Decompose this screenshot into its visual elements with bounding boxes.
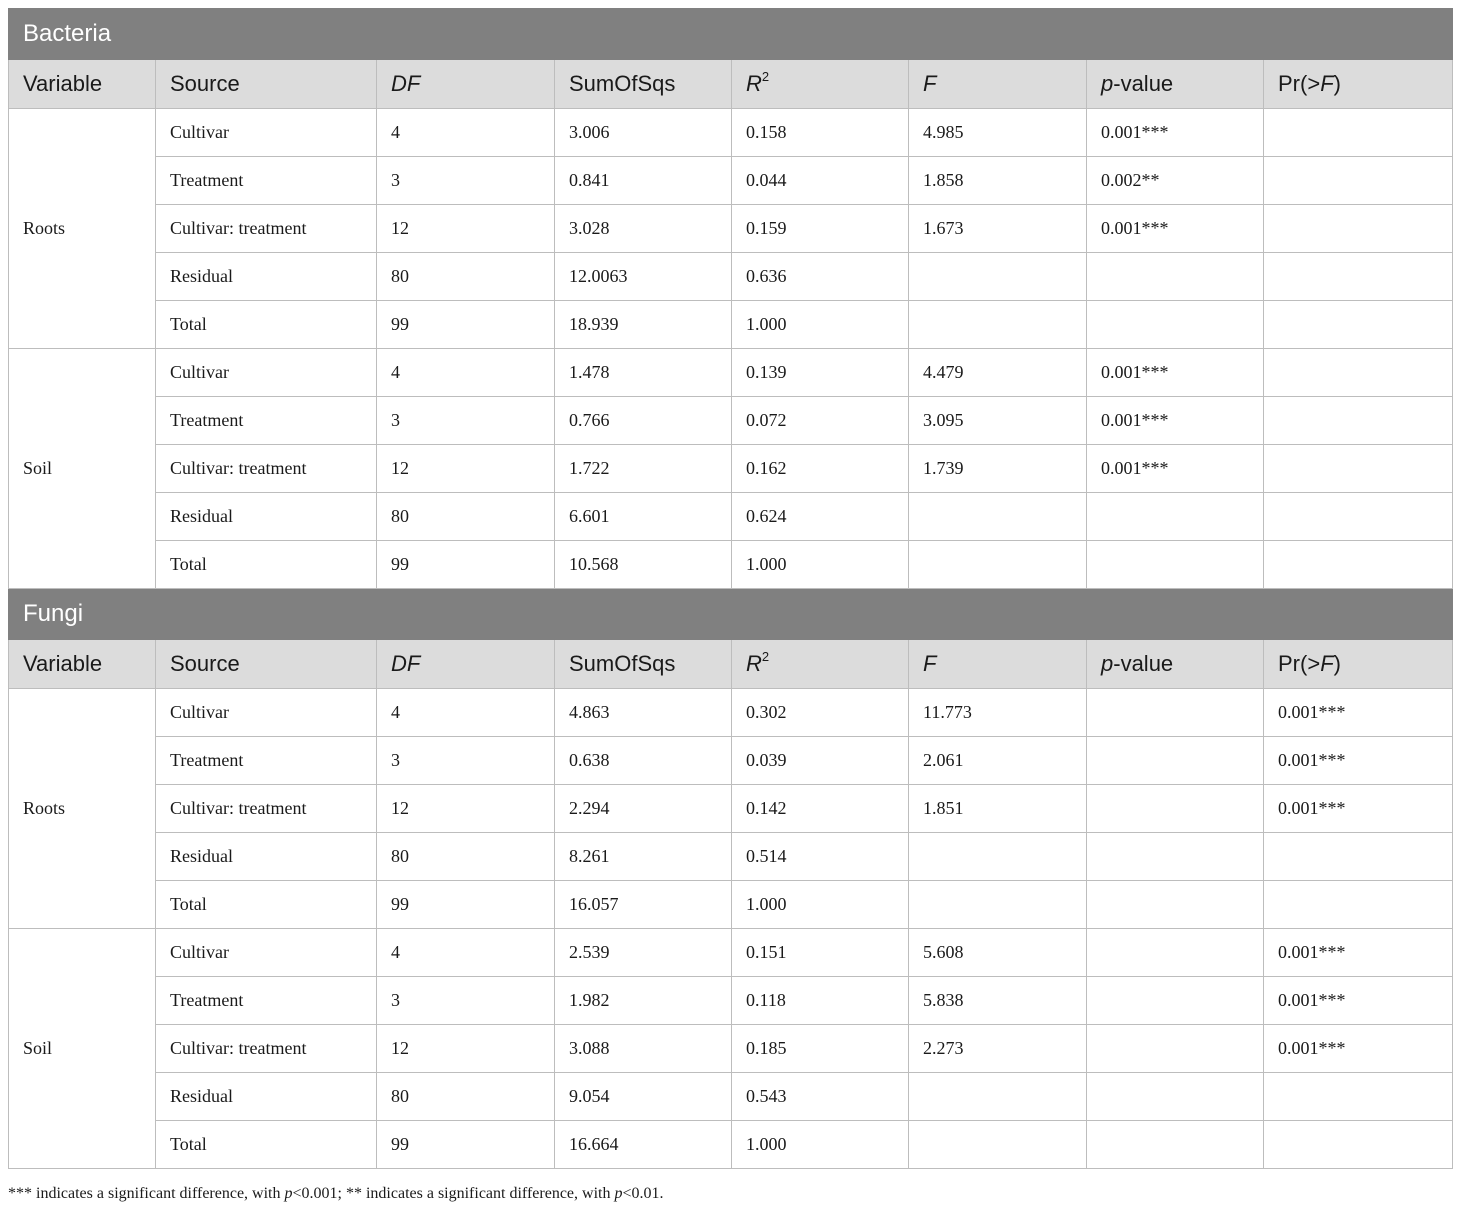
cell-df: 4	[377, 929, 555, 977]
cell-sumofsqs: 2.539	[555, 929, 732, 977]
cell-r2: 0.142	[732, 785, 909, 833]
cell-r2: 0.039	[732, 737, 909, 785]
cell-source: Treatment	[156, 157, 377, 205]
cell-f: 5.608	[909, 929, 1087, 977]
footnote-text-3: <0.01.	[622, 1185, 664, 1202]
table-row	[9, 301, 1453, 349]
cell-source: Cultivar	[156, 349, 377, 397]
column-header-row	[9, 60, 1453, 109]
header-p-rest: -value	[1113, 651, 1174, 676]
cell-prf	[1264, 1073, 1453, 1121]
cell-df: 12	[377, 205, 555, 253]
table-row	[9, 253, 1453, 301]
cell-pvalue	[1087, 881, 1264, 929]
cell-prf	[1264, 349, 1453, 397]
cell-df: 80	[377, 493, 555, 541]
cell-source: Cultivar: treatment	[156, 445, 377, 493]
cell-prf: 0.001***	[1264, 737, 1453, 785]
cell-source: Residual	[156, 493, 377, 541]
cell-source: Total	[156, 541, 377, 589]
cell-prf: 0.001***	[1264, 785, 1453, 833]
cell-source: Residual	[156, 833, 377, 881]
cell-df: 4	[377, 109, 555, 157]
table-row	[9, 1073, 1453, 1121]
cell-sumofsqs: 3.088	[555, 1025, 732, 1073]
cell-source: Cultivar	[156, 689, 377, 737]
cell-pvalue	[1087, 541, 1264, 589]
cell-f: 4.479	[909, 349, 1087, 397]
cell-pvalue	[1087, 1073, 1264, 1121]
cell-prf: 0.001***	[1264, 977, 1453, 1025]
header-r2-sup: 2	[761, 68, 770, 84]
cell-prf: 0.001***	[1264, 1025, 1453, 1073]
cell-pvalue: 0.001***	[1087, 445, 1264, 493]
header-r2	[732, 60, 909, 109]
cell-pvalue: 0.001***	[1087, 109, 1264, 157]
column-header-row	[9, 640, 1453, 689]
cell-pvalue	[1087, 493, 1264, 541]
cell-sumofsqs: 2.294	[555, 785, 732, 833]
header-prf-post: )	[1333, 71, 1341, 96]
cell-pvalue	[1087, 689, 1264, 737]
cell-sumofsqs: 8.261	[555, 833, 732, 881]
table-row	[9, 1121, 1453, 1169]
cell-prf	[1264, 881, 1453, 929]
cell-source: Cultivar: treatment	[156, 1025, 377, 1073]
cell-prf	[1264, 833, 1453, 881]
cell-pvalue	[1087, 301, 1264, 349]
cell-pvalue	[1087, 929, 1264, 977]
header-pr-f	[1264, 60, 1453, 109]
cell-source: Treatment	[156, 737, 377, 785]
cell-pvalue	[1087, 785, 1264, 833]
table-row	[9, 397, 1453, 445]
table-row	[9, 493, 1453, 541]
cell-f: 1.851	[909, 785, 1087, 833]
anova-table-container	[8, 8, 1452, 1169]
cell-sumofsqs: 16.057	[555, 881, 732, 929]
variable-cell: Roots	[9, 109, 156, 349]
cell-f	[909, 881, 1087, 929]
cell-prf	[1264, 493, 1453, 541]
cell-f	[909, 1121, 1087, 1169]
cell-f	[909, 833, 1087, 881]
header-p-value	[1087, 60, 1264, 109]
table-row	[9, 977, 1453, 1025]
cell-r2: 1.000	[732, 1121, 909, 1169]
cell-pvalue: 0.001***	[1087, 349, 1264, 397]
cell-source: Residual	[156, 1073, 377, 1121]
cell-df: 80	[377, 833, 555, 881]
cell-f: 4.985	[909, 109, 1087, 157]
cell-f	[909, 253, 1087, 301]
variable-cell: Soil	[9, 929, 156, 1169]
table-body	[9, 9, 1453, 1169]
cell-r2: 0.543	[732, 1073, 909, 1121]
header-prf-pre: Pr(>	[1278, 651, 1321, 676]
cell-df: 12	[377, 785, 555, 833]
cell-pvalue	[1087, 737, 1264, 785]
cell-r2: 0.151	[732, 929, 909, 977]
cell-source: Treatment	[156, 397, 377, 445]
cell-df: 3	[377, 737, 555, 785]
cell-f	[909, 1073, 1087, 1121]
header-r2-sup: 2	[761, 648, 770, 664]
table-row	[9, 205, 1453, 253]
cell-df: 3	[377, 977, 555, 1025]
cell-prf	[1264, 445, 1453, 493]
cell-sumofsqs: 3.028	[555, 205, 732, 253]
cell-sumofsqs: 0.638	[555, 737, 732, 785]
cell-prf	[1264, 205, 1453, 253]
table-row	[9, 541, 1453, 589]
header-source: Source	[156, 640, 377, 689]
header-sumofsqs: SumOfSqs	[555, 640, 732, 689]
cell-source: Cultivar	[156, 109, 377, 157]
cell-f: 11.773	[909, 689, 1087, 737]
table-row	[9, 785, 1453, 833]
cell-df: 80	[377, 253, 555, 301]
section-title: Bacteria	[9, 9, 1453, 60]
header-variable: Variable	[9, 640, 156, 689]
table-row	[9, 881, 1453, 929]
cell-pvalue	[1087, 1025, 1264, 1073]
cell-r2: 0.624	[732, 493, 909, 541]
cell-prf: 0.001***	[1264, 689, 1453, 737]
footnote-p-2: p	[614, 1185, 623, 1202]
cell-r2: 1.000	[732, 881, 909, 929]
table-row	[9, 833, 1453, 881]
cell-sumofsqs: 0.766	[555, 397, 732, 445]
table-row	[9, 1025, 1453, 1073]
cell-r2: 1.000	[732, 301, 909, 349]
header-prf-italic: F	[1320, 71, 1334, 96]
cell-source: Residual	[156, 253, 377, 301]
cell-f: 5.838	[909, 977, 1087, 1025]
cell-r2: 0.185	[732, 1025, 909, 1073]
cell-df: 99	[377, 301, 555, 349]
cell-r2: 0.044	[732, 157, 909, 205]
cell-source: Cultivar: treatment	[156, 785, 377, 833]
header-prf-pre: Pr(>	[1278, 71, 1321, 96]
cell-source: Treatment	[156, 977, 377, 1025]
variable-cell: Soil	[9, 349, 156, 589]
cell-f: 2.061	[909, 737, 1087, 785]
cell-f: 3.095	[909, 397, 1087, 445]
header-variable: Variable	[9, 60, 156, 109]
cell-pvalue	[1087, 1121, 1264, 1169]
header-f: F	[909, 60, 1087, 109]
cell-f: 1.673	[909, 205, 1087, 253]
cell-sumofsqs: 3.006	[555, 109, 732, 157]
cell-r2: 0.636	[732, 253, 909, 301]
header-r2-base: R	[746, 71, 762, 96]
header-pr-f	[1264, 640, 1453, 689]
header-sumofsqs: SumOfSqs	[555, 60, 732, 109]
cell-f	[909, 493, 1087, 541]
header-prf-italic: F	[1320, 651, 1334, 676]
table-row	[9, 929, 1453, 977]
cell-f: 1.739	[909, 445, 1087, 493]
cell-source: Cultivar: treatment	[156, 205, 377, 253]
header-p-value	[1087, 640, 1264, 689]
header-p-rest: -value	[1113, 71, 1174, 96]
cell-df: 4	[377, 349, 555, 397]
cell-r2: 0.159	[732, 205, 909, 253]
cell-pvalue: 0.001***	[1087, 397, 1264, 445]
cell-r2: 0.514	[732, 833, 909, 881]
cell-pvalue: 0.002**	[1087, 157, 1264, 205]
table-footnote	[8, 1185, 664, 1203]
header-r2-base: R	[746, 651, 762, 676]
header-source: Source	[156, 60, 377, 109]
cell-r2: 0.072	[732, 397, 909, 445]
cell-f: 2.273	[909, 1025, 1087, 1073]
header-prf-post: )	[1333, 651, 1341, 676]
cell-sumofsqs: 16.664	[555, 1121, 732, 1169]
cell-prf	[1264, 253, 1453, 301]
table-row	[9, 349, 1453, 397]
cell-sumofsqs: 4.863	[555, 689, 732, 737]
footnote-text-1: *** indicates a significant difference, with	[8, 1185, 285, 1202]
cell-df: 99	[377, 1121, 555, 1169]
cell-source: Total	[156, 301, 377, 349]
cell-sumofsqs: 10.568	[555, 541, 732, 589]
cell-sumofsqs: 0.841	[555, 157, 732, 205]
cell-df: 12	[377, 1025, 555, 1073]
cell-source: Total	[156, 881, 377, 929]
table-row	[9, 737, 1453, 785]
cell-sumofsqs: 9.054	[555, 1073, 732, 1121]
cell-sumofsqs: 6.601	[555, 493, 732, 541]
cell-pvalue: 0.001***	[1087, 205, 1264, 253]
cell-df: 4	[377, 689, 555, 737]
header-p-italic: p	[1101, 71, 1114, 96]
section-header-row	[9, 9, 1453, 60]
section-header-row	[9, 589, 1453, 640]
cell-r2: 0.162	[732, 445, 909, 493]
table-row	[9, 689, 1453, 737]
cell-sumofsqs: 12.0063	[555, 253, 732, 301]
cell-df: 3	[377, 397, 555, 445]
cell-df: 12	[377, 445, 555, 493]
variable-cell: Roots	[9, 689, 156, 929]
cell-sumofsqs: 1.478	[555, 349, 732, 397]
section-title: Fungi	[9, 589, 1453, 640]
cell-pvalue	[1087, 977, 1264, 1025]
cell-sumofsqs: 1.982	[555, 977, 732, 1025]
header-df: DF	[377, 60, 555, 109]
cell-pvalue	[1087, 253, 1264, 301]
anova-table	[8, 8, 1453, 1169]
cell-df: 99	[377, 881, 555, 929]
cell-df: 99	[377, 541, 555, 589]
cell-r2: 0.158	[732, 109, 909, 157]
cell-prf	[1264, 541, 1453, 589]
cell-df: 3	[377, 157, 555, 205]
cell-sumofsqs: 18.939	[555, 301, 732, 349]
cell-prf	[1264, 109, 1453, 157]
footnote-text-2: <0.001; ** indicates a significant difference, with	[292, 1185, 615, 1202]
cell-source: Total	[156, 1121, 377, 1169]
cell-r2: 1.000	[732, 541, 909, 589]
cell-prf	[1264, 157, 1453, 205]
cell-r2: 0.118	[732, 977, 909, 1025]
cell-prf	[1264, 301, 1453, 349]
header-r2	[732, 640, 909, 689]
cell-source: Cultivar	[156, 929, 377, 977]
table-row	[9, 109, 1453, 157]
cell-sumofsqs: 1.722	[555, 445, 732, 493]
cell-f	[909, 301, 1087, 349]
cell-prf: 0.001***	[1264, 929, 1453, 977]
cell-r2: 0.302	[732, 689, 909, 737]
cell-r2: 0.139	[732, 349, 909, 397]
cell-pvalue	[1087, 833, 1264, 881]
table-row	[9, 157, 1453, 205]
header-df: DF	[377, 640, 555, 689]
cell-prf	[1264, 1121, 1453, 1169]
footnote-p-1: p	[284, 1185, 293, 1202]
cell-f: 1.858	[909, 157, 1087, 205]
table-row	[9, 445, 1453, 493]
header-f: F	[909, 640, 1087, 689]
header-p-italic: p	[1101, 651, 1114, 676]
cell-f	[909, 541, 1087, 589]
cell-df: 80	[377, 1073, 555, 1121]
cell-prf	[1264, 397, 1453, 445]
